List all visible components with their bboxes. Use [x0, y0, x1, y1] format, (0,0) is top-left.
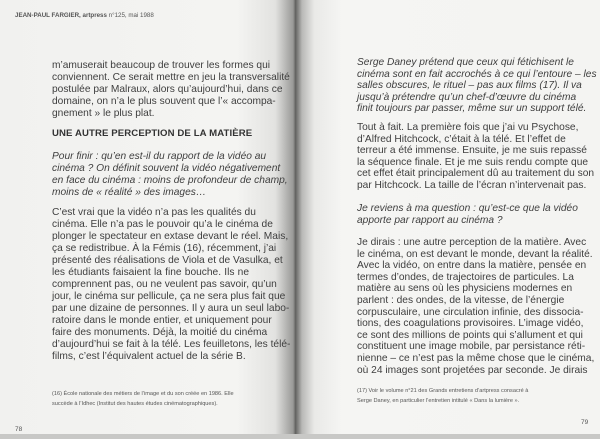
footnote-17: [357, 387, 528, 406]
section-heading: UNE AUTRE PERCEPTION DE LA MATIÈRE: [52, 128, 253, 139]
text-line: cet effet était principalement dû au traitement du son: [357, 168, 595, 180]
text-line: jour, le cinéma sur pellicule, ça ne sera plus fait que: [52, 291, 286, 302]
right-page: [296, 0, 600, 436]
interviewer-question: [357, 57, 597, 115]
footnote-16: [52, 390, 234, 409]
footnote-line: succède à l’Idhec (Institut des hautes études cinématographiques).: [52, 400, 218, 407]
interviewer-question: [52, 151, 288, 199]
text-line: matière au sens où les physiciens modernes en: [357, 283, 573, 295]
text-line: Tout à fait. La première fois que j’ai vu Psychose,: [357, 122, 579, 133]
paragraph: [357, 237, 595, 376]
text-line: d’Alfred Hitchcock, c’était à la télé. Et l’effet de: [357, 133, 566, 145]
text-line: parlent : des ondes, de la vitesse, de l’énergie: [357, 294, 565, 306]
footnote-line: (16) École nationale des métiers de l’image et du son créée en 1986. Elle: [52, 391, 234, 397]
text-line: par Hitchcock. La taille de l’écran n’intervenait pas.: [357, 179, 587, 191]
text-line: jusqu’à prétendre qu’un chef-d’œuvre du cinéma: [357, 91, 577, 103]
text-line: C’est vrai que la vidéo n’a pas les qualités du: [52, 207, 256, 218]
interviewer-question: [357, 203, 578, 226]
text-line: gnement » le plus plat.: [52, 108, 155, 119]
text-line: plonger le spectateur en extase devant le réel. Mais,: [52, 231, 289, 242]
page-number: 78: [15, 426, 23, 433]
text-line: apporte par rapport au cinéma ?: [357, 214, 503, 226]
header-author: JEAN-PAUL FARGIER,: [15, 12, 81, 19]
text-line: les étudiants faisaient la fine bouche. Ils ne: [52, 267, 249, 278]
text-line: finit toujours par passer, même sur un support télé.: [357, 103, 587, 115]
text-line: Je reviens à ma question : qu’est-ce que la vidéo: [357, 203, 578, 214]
paragraph: [52, 207, 291, 363]
text-line: cinéma. Elle n’a pas le pouvoir qu’a le cinéma de: [52, 219, 273, 230]
text-line: en face du cinéma : moins de profondeur de champ,: [52, 175, 288, 186]
text-line: constituent une image mobile, par persistance réti-: [357, 341, 586, 353]
text-line: corpusculaire, une circulation infinie, des dissocia-: [357, 306, 584, 318]
text-line: d’aujourd’hui se fait à la télé. Les feuilletons, les télé-: [52, 339, 291, 350]
text-line: m’amuserait beaucoup de trouver les formes qui: [52, 60, 271, 71]
paragraph: [52, 60, 290, 120]
text-line: salles obscures, le rituel – pas aux films (17). Il va: [357, 80, 582, 92]
text-line: par une dizaine de personnes. Il y aura un seul labo-: [52, 303, 290, 314]
text-line: Pour finir : qu’en est-il du rapport de la vidéo au: [52, 151, 267, 162]
text-line: termes d’ondes, de trajectoires de particules. La: [357, 271, 574, 283]
header-magazine: artpress: [82, 12, 107, 19]
text-line: la séquence finale. Et je me suis rendu compte que: [357, 156, 589, 168]
text-line: moins de « réalité » des images…: [52, 187, 207, 198]
text-line: ratoire dans le monde entier, et uniquement pour: [52, 315, 272, 326]
text-line: ce sont des millions de points qui s’allument et qui: [357, 329, 583, 341]
paragraph: [357, 122, 595, 192]
left-page: [0, 0, 296, 436]
text-line: cinéma sont en fait accrochés à ce qui l’entoure – les: [357, 68, 597, 80]
text-line: terreur a été immense. Ensuite, je me suis repassé: [357, 145, 587, 157]
text-line: cinéma ? On définit souvent la vidéo négativement: [52, 163, 281, 174]
text-line: le cinéma, on est devant le monde, devant la réalité.: [357, 248, 593, 260]
text-line: comprennent pas, ou ne veulent pas savoir, qu’un: [52, 279, 277, 290]
text-line: Avec la vidéo, on entre dans la matière, pensée en: [357, 260, 587, 272]
header-issue: n°125, mai 1988: [108, 12, 154, 19]
text-line: où 24 images sont projetées par seconde. Je dirais: [357, 364, 588, 376]
running-header: [15, 12, 154, 19]
page-number: 79: [581, 419, 589, 426]
text-line: nienne – ce n’est pas la même chose que le cinéma,: [357, 352, 595, 364]
text-line: présenté des réalisations de Viola et de Vasulka, et: [52, 255, 283, 266]
book-bottom-edge: [0, 434, 600, 439]
text-line: Je dirais : une autre perception de la matière. Avec: [357, 237, 587, 248]
text-line: postulée par Malraux, alors qu’aujourd’hui, dans ce: [52, 84, 283, 95]
text-line: films, c’est l’équivalent actuel de la série B.: [52, 351, 246, 362]
footnote-line: (17) Voir le volume n°21 des Grands entretiens d’artpress consacré à: [357, 388, 529, 394]
text-line: tions, des coagulations provisoires. L’image vidéo,: [357, 318, 584, 330]
text-line: faire des monuments. Déjà, la moitié du cinéma: [52, 327, 268, 338]
text-line: domaine, on n’a le plus souvent que l’« accompa-: [52, 96, 276, 107]
text-line: ça se redistribue. À la Fémis (16), récemment, j’ai: [52, 243, 277, 254]
text-line: Serge Daney prétend que ceux qui fétichisent le: [357, 57, 574, 68]
text-line: conviennent. Ce serait mettre en jeu la transversalité: [52, 72, 290, 83]
footnote-line: Serge Daney, en particulier l’entretien intitulé « Dans la lumière ».: [357, 397, 520, 404]
